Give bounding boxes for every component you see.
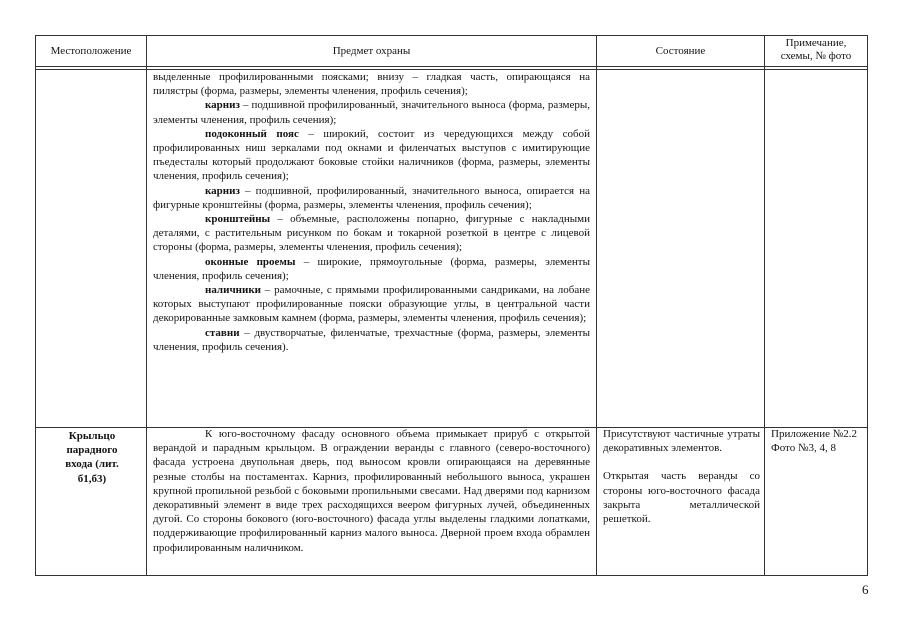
header-note bbox=[765, 37, 867, 63]
row2-state-cell bbox=[603, 427, 760, 575]
row1-para-7: ставни – двустворчатые, филенчатые, трехчастные (форма, размеры, элементы членения, профиль сечения). bbox=[153, 326, 590, 353]
col-border-left bbox=[35, 35, 36, 576]
header-location: Местоположение bbox=[50, 45, 132, 57]
col-border-right bbox=[867, 35, 868, 576]
col-border-1 bbox=[146, 35, 147, 576]
row2-note-cell bbox=[771, 427, 866, 575]
row2-state-p2: Открытая часть веранды со стороны юго-восточного фасада закрыта металлической решеткой. bbox=[603, 470, 760, 526]
row2-subject-cell bbox=[153, 427, 590, 575]
header-note-line2: схемы, № фото bbox=[780, 50, 852, 62]
row2-state-spacer bbox=[603, 455, 760, 469]
row1-para-4: кронштейны – объемные, расположены попарно, фигурные с накладными деталями, с растительным рисунком по бокам и токарной розеткой в центре с лицевой стороны (форма, размеры, элементы членения, профиль сечения); bbox=[153, 213, 590, 254]
row2-location-cell: Крыльцо парадного входа (лит. б1,б3) bbox=[65, 430, 119, 485]
row1-para-3: карниз – подшивной, профилированный, значительного выноса, опирается на фигурные кронштейны (форма, размеры, элементы членения, профиль сечения); bbox=[153, 184, 590, 211]
row1-para-0: выделенные профилированными поясками; внизу – гладкая часть, опирающаяся на пилястры (форма, размеры, элементы членения, профиль сечения); bbox=[153, 71, 590, 98]
header-note-line1: Примечание, bbox=[785, 37, 847, 49]
row1-para-2: подоконный пояс – широкий, состоит из чередующихся между собой профилированных ниш зеркалами под окнами и филенчатых выступов с имитирующие пъедесталы который продолжают боковые стойки наличников (форма, размеры, элементы членения, профиль сечения); bbox=[153, 127, 590, 183]
header-state: Состояние bbox=[655, 45, 706, 57]
col-border-2 bbox=[596, 35, 597, 576]
row2-subject-text: К юго-восточному фасаду основного объема примыкает прируб с открытой верандой и парадным крыльцом. В ограждении веранды с главного (северо-восточного) фасада устроена двупольная дверь, под выносом кровли опирающаяся на деревянные резные столбы на постаментах. Карниз, профилированный небольшого выноса, украшен крупной пропильной резьбой с боковыми пропильными свесами. Над дверями под карнизом декоративный элемент в виде трех расходящихся веером фигурных лучей, объединенных дугой. Со стороны бокового (юго-восточного) фасада углы выделены гладкими лопатками, поддерживающие профилированный карниз малого выноса. Дверной проем входа обрамлен профилированным наличником. bbox=[153, 428, 590, 554]
header-subject: Предмет охраны bbox=[332, 45, 411, 57]
row1-para-1: карниз – подшивной профилированный, значительного выноса (форма, размеры, элементы членения, профиль сечения); bbox=[153, 99, 590, 126]
page-number: 6 bbox=[862, 582, 869, 597]
row2-note-line2: Фото №3, 4, 8 bbox=[771, 442, 836, 455]
table-top-border bbox=[35, 35, 868, 36]
table-bottom-border bbox=[35, 575, 868, 576]
row1-para-6: наличники – рамочные, с прямыми профилированными сандриками, на лобане которых выступают профилированные пояски образующие углы, в центральной части декорированные замковым камнем (форма, размеры, элементы членения, профиль сечения); bbox=[153, 284, 590, 325]
header-bottom-border bbox=[35, 66, 868, 67]
row2-note-line1: Приложение №2.2 bbox=[771, 428, 858, 440]
row1-para-5: оконные проемы – широкие, прямоугольные (форма, размеры, элементы членения, профиль сечения); bbox=[153, 255, 590, 282]
row1-subject-cell bbox=[153, 70, 590, 427]
row2-state-p1: Присутствуют частичные утраты декоративных элементов. bbox=[603, 428, 760, 455]
col-border-3 bbox=[764, 35, 765, 576]
